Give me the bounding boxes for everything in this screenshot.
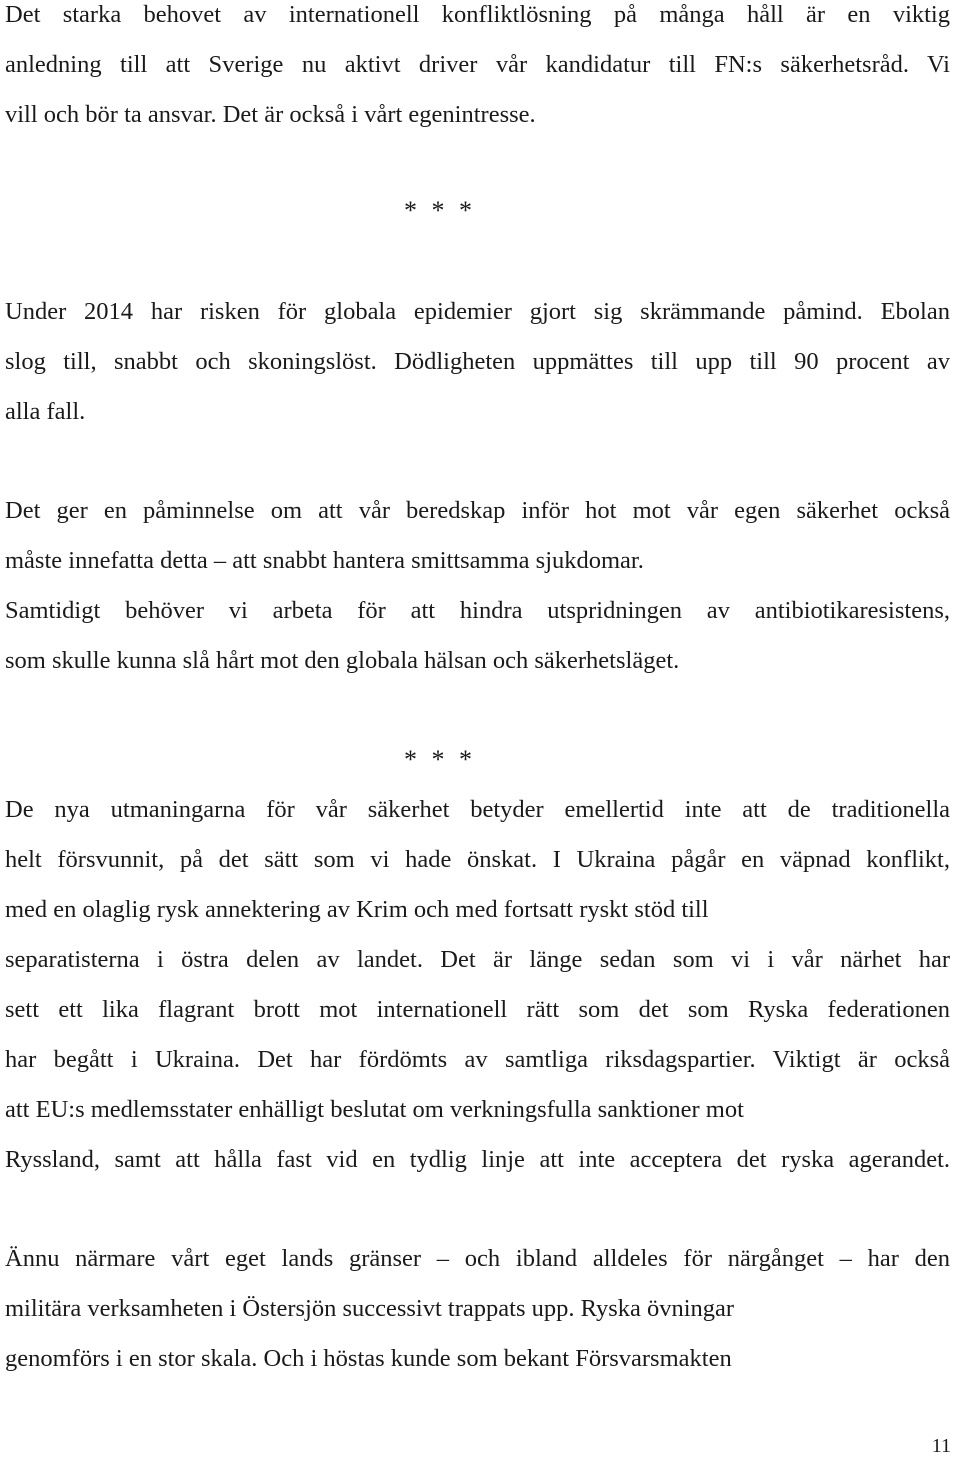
- page-number: 11: [931, 1435, 951, 1457]
- text-line: att EU:s medlemsstater enhälligt beslutat om verkningsfulla sanktioner mot: [5, 1096, 744, 1123]
- text-line: anledning till att Sverige nu aktivt driver vår kandidatur till FN:s säkerhetsråd. Vi: [5, 51, 950, 78]
- text-line: separatisterna i östra delen av landet. Det är länge sedan som vi i vår närhet har: [5, 946, 950, 973]
- text-line: helt försvunnit, på det sätt som vi hade önskat. I Ukraina pågår en väpnad konflikt,: [5, 846, 950, 873]
- text-line: Det starka behovet av internationell konfliktlösning på många håll är en viktig: [5, 1, 950, 28]
- text-line: alla fall.: [5, 398, 86, 425]
- text-line: Under 2014 har risken för globala epidemier gjort sig skrämmande påmind. Ebolan: [5, 298, 950, 325]
- section-separator: * * *: [404, 745, 476, 774]
- text-line: De nya utmaningarna för vår säkerhet betyder emellertid inte att de traditionella: [5, 796, 950, 823]
- text-line: slog till, snabbt och skoningslöst. Dödligheten uppmättes till upp till 90 procent av: [5, 348, 950, 375]
- section-separator: * * *: [404, 196, 476, 225]
- text-line: vill och bör ta ansvar. Det är också i vårt egenintresse.: [5, 101, 536, 128]
- text-line: Det ger en påminnelse om att vår beredskap inför hot mot vår egen säkerhet också: [5, 497, 950, 524]
- text-line: har begått i Ukraina. Det har fördömts av samtliga riksdagspartier. Viktigt är också: [5, 1046, 950, 1073]
- text-line: Samtidigt behöver vi arbeta för att hindra utspridningen av antibiotikaresistens,: [5, 597, 950, 624]
- text-line: Ännu närmare vårt eget lands gränser – och ibland alldeles för närgånget – har den: [5, 1245, 950, 1272]
- text-line: sett ett lika flagrant brott mot internationell rätt som det som Ryska federationen: [5, 996, 950, 1023]
- text-line: militära verksamheten i Östersjön successivt trappats upp. Ryska övningar: [5, 1295, 735, 1322]
- text-line: genomförs i en stor skala. Och i höstas kunde som bekant Försvarsmakten: [5, 1345, 732, 1372]
- text-line: med en olaglig rysk annektering av Krim och med fortsatt ryskt stöd till: [5, 896, 709, 923]
- text-line: Ryssland, samt att hålla fast vid en tydlig linje att inte acceptera det ryska agerandet.: [5, 1146, 950, 1173]
- text-line: som skulle kunna slå hårt mot den globala hälsan och säkerhetsläget.: [5, 647, 680, 674]
- text-line: måste innefatta detta – att snabbt hantera smittsamma sjukdomar.: [5, 547, 644, 574]
